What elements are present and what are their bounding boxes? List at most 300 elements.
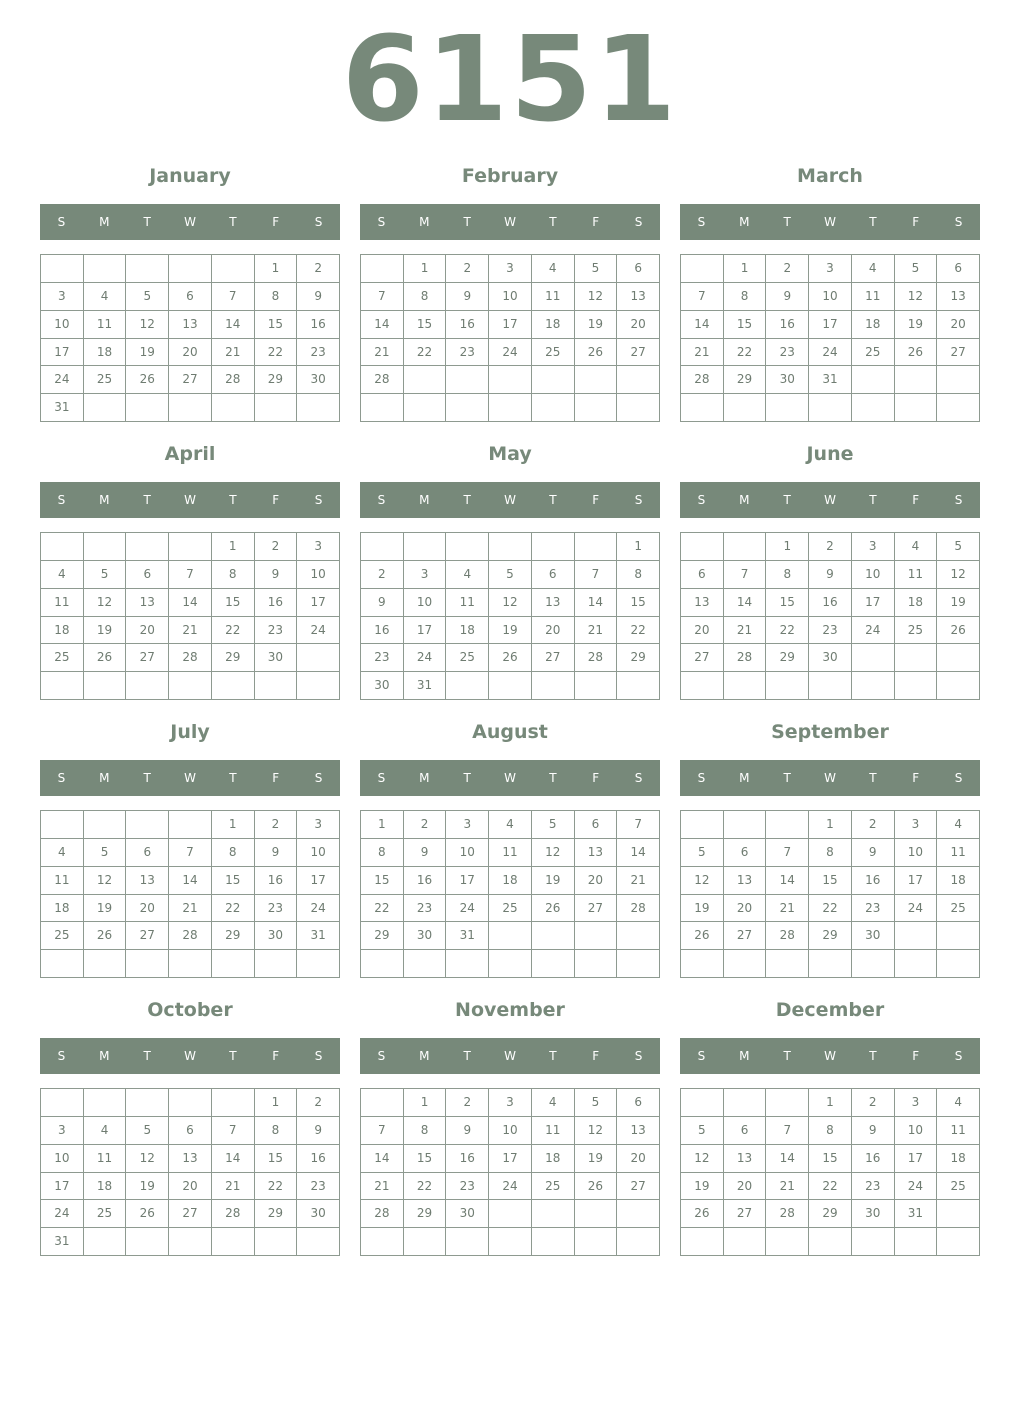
day-cell: 21: [617, 867, 660, 895]
day-cell: 18: [84, 1173, 127, 1201]
weekday-label: F: [912, 493, 920, 507]
empty-day-cell: [126, 1228, 169, 1256]
month-name: December: [775, 999, 885, 1021]
day-cell: 12: [681, 1145, 724, 1173]
day-cell: 19: [532, 867, 575, 895]
day-cell: 20: [126, 617, 169, 645]
weekday-header: [360, 204, 660, 240]
day-cell: 7: [169, 839, 212, 867]
weekday-label: W: [824, 215, 836, 229]
day-cell: 25: [937, 1173, 980, 1201]
empty-day-cell: [617, 1200, 660, 1228]
day-cell: 30: [809, 644, 852, 672]
day-cell: 12: [575, 1117, 618, 1145]
day-cell: 11: [937, 1117, 980, 1145]
day-cell: 27: [126, 644, 169, 672]
day-cell: 23: [852, 1173, 895, 1201]
weekday-label: S: [697, 493, 706, 507]
day-cell: 31: [297, 922, 340, 950]
weekday-label: T: [869, 771, 877, 785]
month-june: [680, 438, 980, 708]
day-cell: 9: [404, 839, 447, 867]
empty-day-cell: [681, 533, 724, 561]
day-cell: 5: [575, 1089, 618, 1117]
day-cell: 16: [255, 867, 298, 895]
day-cell: 13: [937, 283, 980, 311]
day-cell: 26: [84, 644, 127, 672]
empty-day-cell: [532, 394, 575, 422]
day-cell: 6: [681, 561, 724, 589]
empty-day-cell: [681, 394, 724, 422]
day-cell: 8: [809, 839, 852, 867]
day-cell: 3: [489, 255, 532, 283]
day-cell: 17: [809, 311, 852, 339]
day-cell: 24: [297, 617, 340, 645]
day-cell: 25: [41, 644, 84, 672]
day-grid: [680, 1088, 980, 1256]
day-cell: 17: [852, 589, 895, 617]
empty-day-cell: [532, 366, 575, 394]
day-cell: 8: [724, 283, 767, 311]
empty-day-cell: [852, 950, 895, 978]
month-name: April: [164, 443, 216, 465]
weekday-label: S: [57, 493, 66, 507]
weekday-header: [680, 482, 980, 518]
day-cell: 10: [489, 283, 532, 311]
weekday-label: M: [739, 215, 750, 229]
weekday-label: W: [184, 215, 196, 229]
empty-day-cell: [681, 672, 724, 700]
day-cell: 27: [617, 339, 660, 367]
empty-day-cell: [361, 533, 404, 561]
empty-day-cell: [446, 394, 489, 422]
day-cell: 15: [212, 867, 255, 895]
day-cell: 23: [404, 895, 447, 923]
day-cell: 31: [446, 922, 489, 950]
day-cell: 4: [532, 1089, 575, 1117]
day-cell: 8: [617, 561, 660, 589]
day-cell: 2: [446, 1089, 489, 1117]
weekday-label: M: [739, 771, 750, 785]
empty-day-cell: [766, 1228, 809, 1256]
day-grid: [680, 532, 980, 700]
day-cell: 16: [255, 589, 298, 617]
day-cell: 30: [446, 1200, 489, 1228]
day-cell: 27: [681, 644, 724, 672]
day-cell: 8: [809, 1117, 852, 1145]
empty-day-cell: [895, 672, 938, 700]
empty-day-cell: [617, 922, 660, 950]
day-cell: 28: [766, 922, 809, 950]
empty-day-cell: [532, 1200, 575, 1228]
day-cell: 10: [895, 1117, 938, 1145]
day-cell: 24: [809, 339, 852, 367]
empty-day-cell: [41, 255, 84, 283]
weekday-label: S: [57, 215, 66, 229]
day-cell: 21: [212, 339, 255, 367]
weekday-label: T: [869, 493, 877, 507]
day-cell: 21: [169, 617, 212, 645]
day-cell: 5: [84, 561, 127, 589]
weekday-label: W: [504, 493, 516, 507]
day-cell: 29: [617, 644, 660, 672]
day-cell: 4: [895, 533, 938, 561]
day-cell: 5: [489, 561, 532, 589]
weekday-label: T: [143, 493, 151, 507]
empty-day-cell: [895, 922, 938, 950]
day-cell: 1: [404, 1089, 447, 1117]
day-cell: 2: [297, 255, 340, 283]
empty-day-cell: [404, 533, 447, 561]
day-cell: 18: [41, 617, 84, 645]
day-cell: 13: [575, 839, 618, 867]
day-cell: 21: [361, 1173, 404, 1201]
empty-day-cell: [575, 672, 618, 700]
day-cell: 27: [617, 1173, 660, 1201]
empty-day-cell: [617, 950, 660, 978]
empty-day-cell: [404, 1228, 447, 1256]
day-cell: 23: [361, 644, 404, 672]
day-cell: 11: [84, 311, 127, 339]
empty-day-cell: [724, 1089, 767, 1117]
empty-day-cell: [169, 950, 212, 978]
day-cell: 19: [84, 895, 127, 923]
weekday-label: S: [314, 215, 323, 229]
empty-day-cell: [446, 533, 489, 561]
day-cell: 15: [255, 1145, 298, 1173]
empty-day-cell: [212, 1228, 255, 1256]
day-cell: 7: [617, 811, 660, 839]
day-cell: 5: [681, 1117, 724, 1145]
empty-day-cell: [41, 672, 84, 700]
empty-day-cell: [766, 672, 809, 700]
empty-day-cell: [126, 394, 169, 422]
day-cell: 6: [169, 1117, 212, 1145]
month-name: July: [170, 721, 210, 743]
weekday-header: [40, 1038, 340, 1074]
day-cell: 16: [852, 867, 895, 895]
day-cell: 20: [169, 1173, 212, 1201]
day-cell: 27: [724, 1200, 767, 1228]
day-cell: 2: [766, 255, 809, 283]
day-cell: 29: [255, 366, 298, 394]
day-cell: 16: [297, 311, 340, 339]
day-cell: 6: [126, 839, 169, 867]
day-cell: 22: [255, 1173, 298, 1201]
empty-day-cell: [84, 950, 127, 978]
day-cell: 30: [297, 366, 340, 394]
day-cell: 31: [41, 1228, 84, 1256]
day-cell: 14: [169, 867, 212, 895]
day-cell: 24: [404, 644, 447, 672]
day-cell: 24: [895, 1173, 938, 1201]
day-cell: 5: [937, 533, 980, 561]
day-cell: 14: [169, 589, 212, 617]
weekday-label: S: [697, 215, 706, 229]
empty-day-cell: [84, 394, 127, 422]
day-cell: 23: [852, 895, 895, 923]
weekday-header: [40, 204, 340, 240]
empty-day-cell: [852, 1228, 895, 1256]
day-cell: 19: [937, 589, 980, 617]
day-cell: 12: [681, 867, 724, 895]
day-cell: 20: [724, 1173, 767, 1201]
day-cell: 9: [255, 839, 298, 867]
day-cell: 7: [575, 561, 618, 589]
day-cell: 21: [575, 617, 618, 645]
weekday-header: [360, 1038, 660, 1074]
weekday-label: M: [99, 771, 110, 785]
day-cell: 9: [297, 283, 340, 311]
day-cell: 28: [361, 366, 404, 394]
day-cell: 14: [766, 867, 809, 895]
empty-day-cell: [126, 533, 169, 561]
empty-day-cell: [297, 672, 340, 700]
day-cell: 26: [126, 366, 169, 394]
empty-day-cell: [297, 1228, 340, 1256]
day-cell: 23: [297, 1173, 340, 1201]
day-cell: 25: [84, 366, 127, 394]
empty-day-cell: [297, 394, 340, 422]
weekday-header: [680, 1038, 980, 1074]
month-name: October: [147, 999, 233, 1021]
day-cell: 18: [895, 589, 938, 617]
day-cell: 28: [575, 644, 618, 672]
day-cell: 11: [84, 1145, 127, 1173]
day-cell: 23: [766, 339, 809, 367]
weekday-label: M: [419, 493, 430, 507]
day-cell: 7: [766, 839, 809, 867]
day-cell: 3: [297, 533, 340, 561]
day-cell: 21: [766, 1173, 809, 1201]
weekday-label: F: [592, 215, 600, 229]
day-cell: 8: [404, 1117, 447, 1145]
empty-day-cell: [724, 950, 767, 978]
empty-day-cell: [41, 533, 84, 561]
empty-day-cell: [489, 672, 532, 700]
day-cell: 1: [361, 811, 404, 839]
day-cell: 13: [724, 1145, 767, 1173]
day-cell: 6: [169, 283, 212, 311]
day-grid: [680, 810, 980, 978]
weekday-label: S: [697, 1049, 706, 1063]
empty-day-cell: [724, 811, 767, 839]
day-cell: 30: [404, 922, 447, 950]
empty-day-cell: [255, 672, 298, 700]
empty-day-cell: [361, 1228, 404, 1256]
empty-day-cell: [575, 1228, 618, 1256]
day-cell: 15: [766, 589, 809, 617]
day-cell: 11: [41, 589, 84, 617]
weekday-label: S: [954, 215, 963, 229]
day-cell: 23: [446, 339, 489, 367]
day-cell: 14: [212, 311, 255, 339]
day-cell: 7: [361, 1117, 404, 1145]
day-cell: 10: [41, 311, 84, 339]
empty-day-cell: [169, 255, 212, 283]
weekday-label: F: [272, 215, 280, 229]
day-cell: 21: [681, 339, 724, 367]
day-cell: 14: [361, 311, 404, 339]
day-cell: 8: [766, 561, 809, 589]
day-cell: 10: [297, 839, 340, 867]
weekday-label: M: [739, 1049, 750, 1063]
day-cell: 28: [212, 366, 255, 394]
day-cell: 19: [84, 617, 127, 645]
day-cell: 18: [937, 1145, 980, 1173]
empty-day-cell: [84, 255, 127, 283]
weekday-label: S: [377, 493, 386, 507]
day-cell: 15: [404, 1145, 447, 1173]
day-cell: 13: [532, 589, 575, 617]
day-cell: 17: [404, 617, 447, 645]
day-cell: 17: [895, 867, 938, 895]
weekday-label: T: [783, 493, 791, 507]
day-cell: 19: [126, 1173, 169, 1201]
empty-day-cell: [724, 1228, 767, 1256]
month-may: [360, 438, 660, 708]
day-cell: 26: [489, 644, 532, 672]
day-cell: 20: [532, 617, 575, 645]
day-cell: 30: [361, 672, 404, 700]
day-cell: 23: [297, 339, 340, 367]
empty-day-cell: [532, 1228, 575, 1256]
empty-day-cell: [852, 366, 895, 394]
weekday-label: T: [549, 1049, 557, 1063]
day-cell: 3: [404, 561, 447, 589]
empty-day-cell: [169, 811, 212, 839]
empty-day-cell: [126, 672, 169, 700]
weekday-label: S: [954, 493, 963, 507]
weekday-label: T: [229, 1049, 237, 1063]
weekday-label: S: [634, 1049, 643, 1063]
empty-day-cell: [361, 255, 404, 283]
day-cell: 21: [169, 895, 212, 923]
day-cell: 4: [84, 1117, 127, 1145]
day-cell: 29: [255, 1200, 298, 1228]
day-cell: 14: [724, 589, 767, 617]
empty-day-cell: [489, 533, 532, 561]
day-cell: 25: [84, 1200, 127, 1228]
day-cell: 21: [724, 617, 767, 645]
empty-day-cell: [255, 394, 298, 422]
day-cell: 10: [489, 1117, 532, 1145]
day-cell: 30: [297, 1200, 340, 1228]
day-cell: 9: [361, 589, 404, 617]
day-cell: 27: [532, 644, 575, 672]
day-cell: 1: [212, 811, 255, 839]
weekday-label: M: [419, 215, 430, 229]
day-cell: 2: [852, 1089, 895, 1117]
day-cell: 31: [41, 394, 84, 422]
day-cell: 29: [809, 922, 852, 950]
day-cell: 13: [617, 283, 660, 311]
day-cell: 12: [575, 283, 618, 311]
day-cell: 29: [766, 644, 809, 672]
day-cell: 1: [255, 1089, 298, 1117]
empty-day-cell: [41, 811, 84, 839]
empty-day-cell: [169, 1228, 212, 1256]
weekday-label: F: [912, 215, 920, 229]
day-cell: 28: [617, 895, 660, 923]
empty-day-cell: [532, 950, 575, 978]
month-name: February: [461, 165, 559, 187]
day-cell: 11: [532, 283, 575, 311]
day-cell: 28: [212, 1200, 255, 1228]
day-cell: 12: [895, 283, 938, 311]
day-cell: 14: [212, 1145, 255, 1173]
empty-day-cell: [446, 672, 489, 700]
month-name: May: [488, 443, 532, 465]
empty-day-cell: [169, 1089, 212, 1117]
empty-day-cell: [766, 950, 809, 978]
day-cell: 29: [212, 922, 255, 950]
day-cell: 10: [404, 589, 447, 617]
day-cell: 26: [575, 1173, 618, 1201]
day-cell: 3: [489, 1089, 532, 1117]
empty-day-cell: [489, 366, 532, 394]
month-name: September: [771, 721, 889, 743]
day-cell: 26: [126, 1200, 169, 1228]
day-cell: 2: [809, 533, 852, 561]
empty-day-cell: [617, 366, 660, 394]
day-cell: 14: [361, 1145, 404, 1173]
day-cell: 26: [895, 339, 938, 367]
day-cell: 16: [852, 1145, 895, 1173]
month-name: August: [472, 721, 548, 743]
weekday-label: T: [783, 1049, 791, 1063]
day-cell: 27: [575, 895, 618, 923]
empty-day-cell: [489, 394, 532, 422]
month-january: [40, 160, 340, 430]
empty-day-cell: [404, 394, 447, 422]
day-cell: 11: [532, 1117, 575, 1145]
day-cell: 12: [84, 867, 127, 895]
empty-day-cell: [617, 394, 660, 422]
day-cell: 9: [852, 1117, 895, 1145]
day-cell: 9: [446, 283, 489, 311]
month-name: November: [455, 999, 565, 1021]
empty-day-cell: [766, 1089, 809, 1117]
weekday-label: S: [57, 1049, 66, 1063]
day-cell: 12: [532, 839, 575, 867]
day-cell: 19: [489, 617, 532, 645]
empty-day-cell: [41, 950, 84, 978]
empty-day-cell: [809, 672, 852, 700]
empty-day-cell: [895, 950, 938, 978]
day-cell: 7: [724, 561, 767, 589]
weekday-label: F: [592, 771, 600, 785]
day-cell: 13: [169, 311, 212, 339]
day-cell: 20: [681, 617, 724, 645]
month-name: March: [797, 165, 863, 187]
empty-day-cell: [126, 811, 169, 839]
day-cell: 22: [212, 617, 255, 645]
day-grid: [360, 1088, 660, 1256]
day-cell: 6: [532, 561, 575, 589]
day-cell: 8: [255, 283, 298, 311]
day-cell: 2: [852, 811, 895, 839]
day-cell: 25: [446, 644, 489, 672]
empty-day-cell: [575, 950, 618, 978]
weekday-label: T: [549, 215, 557, 229]
day-cell: 3: [41, 1117, 84, 1145]
weekday-label: T: [229, 771, 237, 785]
empty-day-cell: [169, 533, 212, 561]
day-cell: 17: [41, 1173, 84, 1201]
day-cell: 14: [766, 1145, 809, 1173]
day-cell: 13: [126, 867, 169, 895]
